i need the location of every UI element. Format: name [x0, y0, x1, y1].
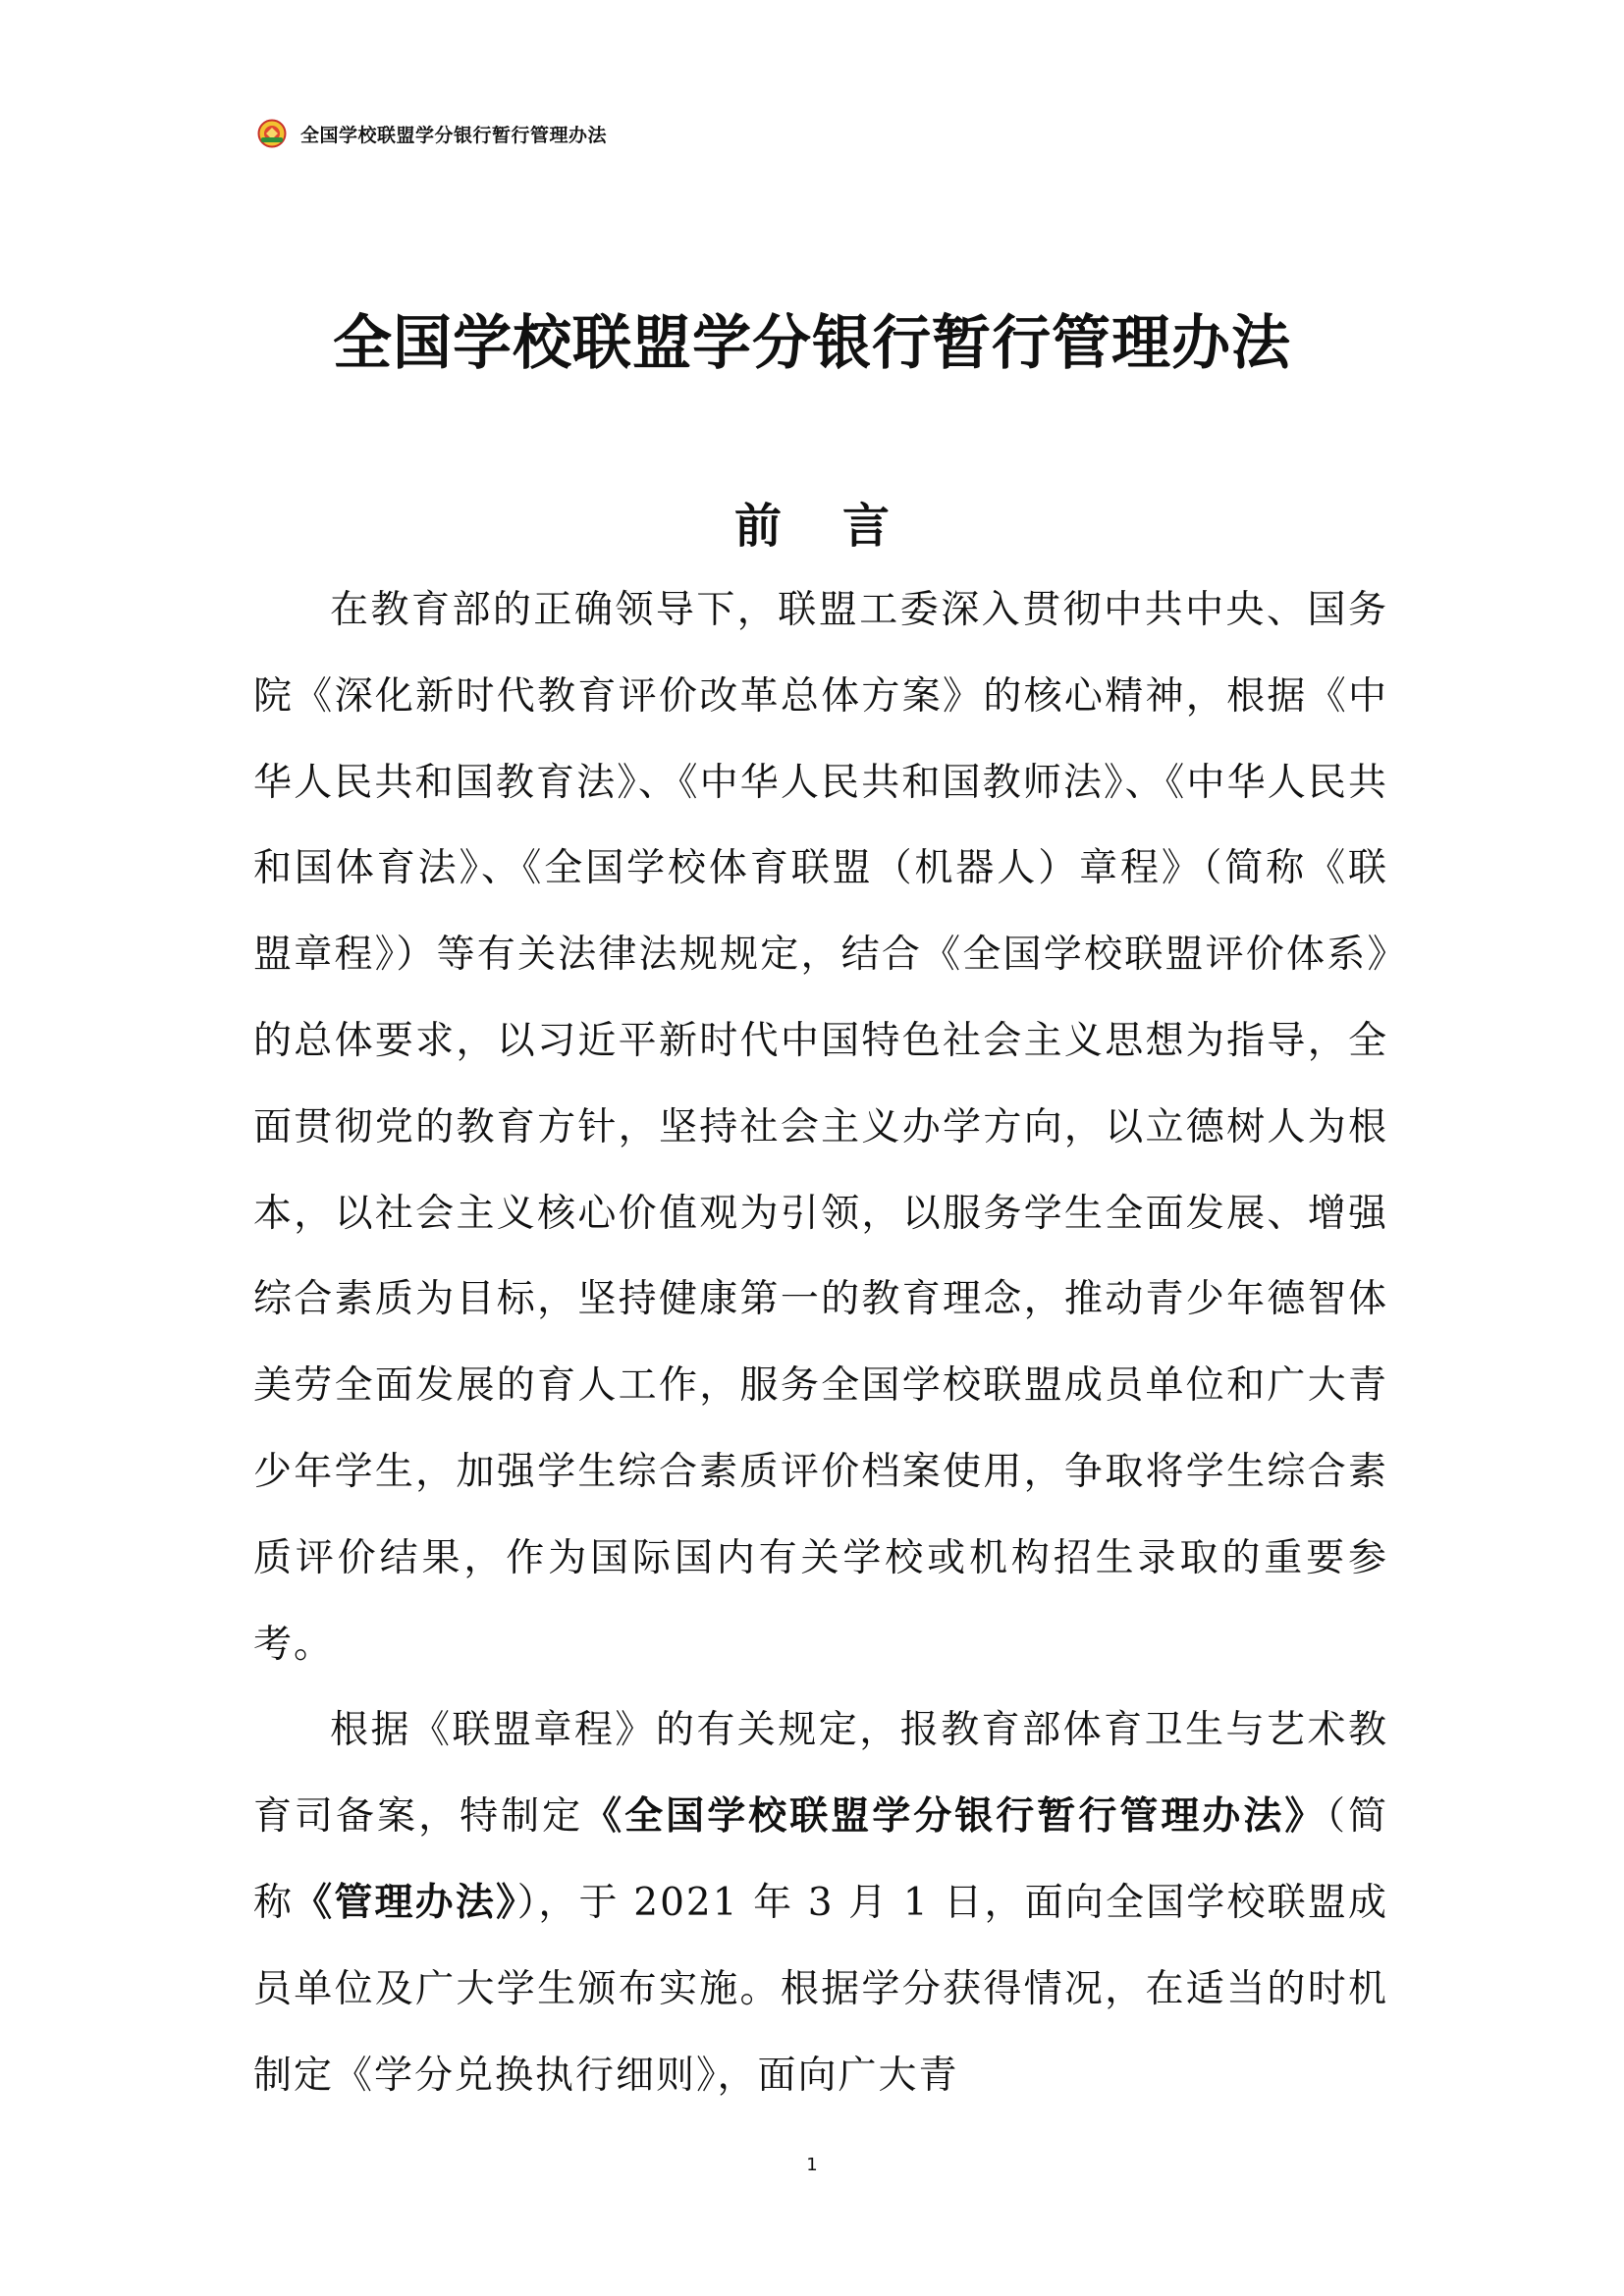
section-heading-preface [0, 488, 1624, 556]
running-header [257, 116, 607, 151]
section-heading-char-1: 前 [733, 499, 782, 554]
school-league-emblem-icon [257, 119, 287, 148]
paragraph-1: 在教育部的正确领导下，联盟工委深入贯彻中共中央、国务院《深化新时代教育评价改革总体方案》的核心精神，根据《中华人民共和国教育法》、《中华人民共和国教师法》、《中华人民共和国体育法》、《全国学校体育联盟（机器人）章程》（简称《联盟章程》）等有关法律法规规定，结合《全国学校联盟评价体系》的总体要求，以习近平新时代中国特色社会主义思想为指导，全面贯彻党的教育方针，坚持社会主义办学方向，以立德树人为根本，以社会主义核心价值观为引领，以服务学生全面发展、增强综合素质为目标，坚持健康第一的教育理念，推动青少年德智体美劳全面发展的育人工作，服务全国学校联盟成员单位和广大青少年学生，加强学生综合素质评价档案使用，争取将学生综合素质评价结果，作为国际国内有关学校或机构招生录取的重要参考。 [253, 588, 1388, 1667]
paragraph-2-bold-short-name: 《管理办法》 [294, 1880, 517, 1925]
page-number: 1 [806, 2155, 818, 2175]
header-title: 全国学校联盟学分银行暂行管理办法 [300, 124, 608, 146]
paragraph-2 [253, 1687, 1388, 2118]
paragraph-2-text-3: ），于 2021 年 3 月 1 日，面向全国学校联盟成员单位及广大学生颁布实施。根据学分获得情况，在适当的时机制定《学分兑换执行细则》，面向广大青 [253, 1880, 1388, 2098]
paragraph-2-text-2: （简称 [253, 1794, 1388, 1925]
section-heading-char-2: 言 [842, 499, 891, 554]
document-body [253, 567, 1388, 2118]
paragraph-2-text-1: 根据《联盟章程》的有关规定，报教育部体育卫生与艺术教育司备案，特制定 [253, 1708, 1388, 1840]
paragraph-2-bold-document-name: 《全国学校联盟学分银行暂行管理办法》 [583, 1794, 1326, 1840]
document-title: 全国学校联盟学分银行暂行管理办法 [333, 309, 1291, 378]
